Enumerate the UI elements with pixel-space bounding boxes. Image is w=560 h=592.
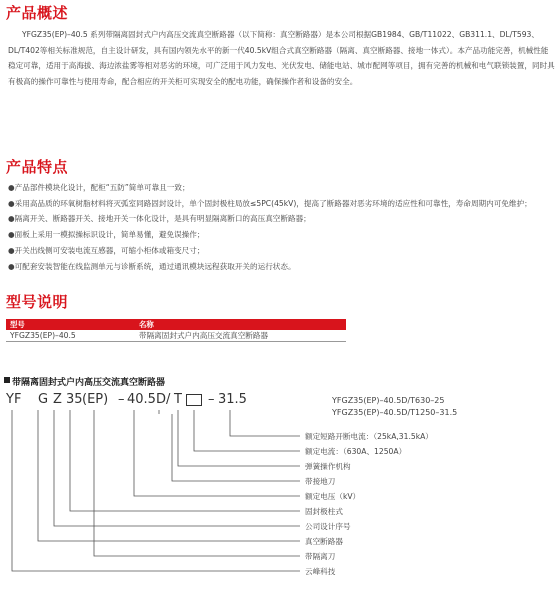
code-part: YF [6,392,22,407]
feature-item: ●产品部件模块化设计，配柜“五防”简单可靠且一致； [8,183,190,192]
feature-item: ●隔离开关、断路器开关、接地开关一体化设计，是具有明显隔离断口的高压真空断路器； [8,214,311,224]
overview-title: 产品概述 [6,4,69,22]
code-part: – [118,392,125,407]
feature-item: ●可配套安装智能在线监测单元与诊断系统，通过通讯模块远程获取开关的运行状态。 [8,261,296,271]
feature-item: ●开关出线侧可安装电流互感器，可缩小柜体或箱变尺寸； [8,245,205,255]
overview-text: YFGZ35(EP)–40.5 系列带隔离固封式户内高压交流真空断路器（以下简称：真空断路器）是本公司根据GB1984、GB/T11022、GB311.1、DL/T593、DL/T402等相关标准规范，自主设计研发，具有国内领先水平的新一代40.5kV组合式真空断路器（隔离、真空断路器、接地一体式）。本产品功能完善，机械性能稳定可靠，适用于高海拔、海边浓盐雾等相对恶劣的环境，可广泛用于风力发电、光伏发电、储能电站、城市配网等项目，拥有完善的机械和电气联锁装置，同时具有极高的操作可靠性与使用寿命，配合相应的开关柜可实现安全的配电功能，确保操作者和设备的安全。 [8,30,555,87]
annotation-label: 公司设计序号 [305,522,351,531]
annotation-label: 弹簧操作机构 [305,462,351,471]
model-title: 型号说明 [6,293,69,311]
code-part: / [166,392,171,407]
annotation-label: 额定电压（kV） [305,492,361,501]
annotation-label: 带接地刀 [305,477,336,486]
annotation-label: 额定短路开断电流：（25kA,31.5kA） [305,432,433,441]
table-header: 型号 [6,319,135,330]
code-part: T [174,392,182,407]
code-part: G [38,392,49,407]
table-cell: YFGZ35(EP)–40.5 [6,330,135,342]
table-header: 名称 [135,319,346,330]
code-part: (EP) [82,392,109,407]
model-example: YFGZ35(EP)–40.5D/T630–25 [332,396,445,405]
feature-item: ●采用高品质的环氧树脂材料将灭弧室同路固封设计，单个固封极柱局放≤5PC(45kV)，提高了断路器对恶劣环境的适应性和可靠性，寿命周期内可免维护； [8,198,532,208]
annotation-label: 带隔离刀 [305,552,336,561]
annotation-label: 真空断路器 [305,537,343,546]
feature-item: ●面板上采用一模拟操标识设计，简单易懂，避免误操作； [8,230,205,240]
code-part: Z [53,392,62,407]
code-part: D [156,392,167,407]
code-part: 31.5 [218,392,247,407]
code-part: 40.5 [127,392,156,407]
code-part: – [208,392,215,407]
annotation-label: 额定电流：（630A、1250A） [305,447,407,456]
model-example: YFGZ35(EP)–40.5D/T1250–31.5 [332,408,458,417]
diagram-title: 带隔离固封式户内高压交流真空断路器 [12,378,166,388]
features-title: 产品特点 [6,158,69,176]
annotation-label: 固封极柱式 [305,507,343,516]
table-cell: 带隔离固封式户内高压交流真空断路器 [135,330,346,342]
code-part: 35 [66,392,83,407]
annotation-label: 云峰科技 [305,567,336,576]
